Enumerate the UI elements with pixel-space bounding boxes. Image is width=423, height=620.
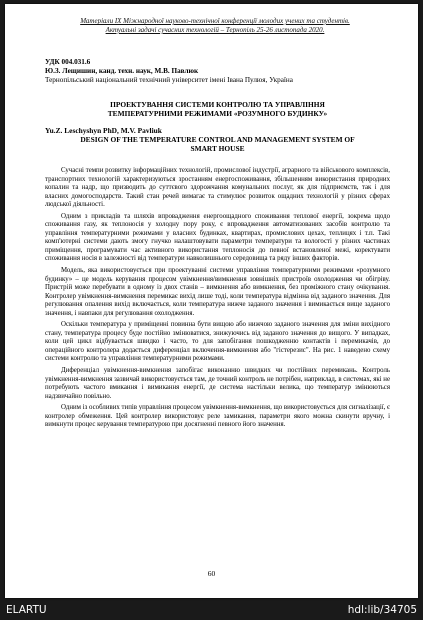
body-text [45,167,390,433]
english-block [45,126,390,153]
page-number: 60 [207,569,216,578]
paragraph: Оскільки температура у приміщенні повинна бути вищою або нижчою заданого значення для зміни вихідного стану, температура процесу буде постійно змінюватися, знижуючись від заданого значення до вищого. У випадках, коли цей цикл відбувається швидко і часто, то для запобігання пошкодженню контактів і перемикачів, до операційного контролера додається диференціал включення-вимкнення або "гістерезис". На рис. 1 наведено схему системи контролю та управління температурними режимами. [45,321,390,363]
viewer-footer [0,600,423,620]
udk-code: УДК 004.031.6 [45,58,91,66]
paragraph: Модель, яка використовується при проектуванні системи управління температурними режимами «розумного будинку» – це модель керування процесом увімкнення/вимкнення зовнішніх пристроїв охолодження чи обігріву. Пристрій може перебувати в одному із двох станів – вимкнення або вимкнення, без проміжного стану очікування. Контролер увімкнення-вимкнення перемикає вихід лише тоді, коли температура відмінна від заданого значення. Для регулювання опалення вихід включається, коли температура нижче заданого значення і вимикається вище заданого значення, і навпаки для регулювання охолодження. [45,267,390,317]
running-head-line-2: Актуальні задачі сучасних технологій – Тернопіль 25-26 листопада 2020. [105,26,325,34]
article-meta [45,58,390,85]
authors-ua: Ю.З. Лещишин, канд. техн. наук, М.В. Павлюк [45,67,199,75]
authors-en: Yu.Z. Leschyshyn PhD, M.V. Pavliuk [45,126,162,135]
paragraph: Сучасні темпи розвитку інформаційних технологій, промислової індустрії, аграрного та військового комплексів, транспортних технологій характеризуються зростанням енергоспоживання, збільшенням використання природних копалин та надр, що призводить до суттєвого здорожчання комунальних послуг, як для підприємств, так і для власних домогосподарств. Такий стан речей вимагає та стимулює розвиток ощадних технологій у різних сферах людської діяльності. [45,167,390,208]
paragraph: Диференціал увімкнення-вимкнення запобігає виконанню швидких чи постійних перемикань. Контроль увімкнення-вимкнення зазвичай використовується там, де точний контроль не потрібен, наприклад, в системах, які не потребують частого вмикання і вимикання енергії, де система настільки велика, що температур змінюються надзвичайно повільно. [45,367,390,400]
paragraph: Одним з прикладів та шляхів впровадження енергоощадного споживання теплової енергії, зокрема щодо споживання газу, як теплоносія у холодну пору року, є впровадження автоматизованих засобів контролю та управління температурними режимами у власних будинках, квартирах, промислових цехах, теплицях і т.п. Такі комп'ютерні системи дають змогу гнучко налаштовувати параметри температури та вологості у різних частинах приміщення, програмувати час активного використання теплоносія до певної встановленої межі, коректувати споживання носія в залежності від температури навколишнього середовища та ряду інших факторів. [45,212,390,263]
paragraph: Одним із особливих типів управління процесом увімкнення-вимкнення, що використовується для сигналізації, є контролер обмеження. Цей контролер використовує реле замикання, параметри якого можна скинути вручну, і вимкнути процес керування температурою при досягненні певного його значення. [45,404,390,429]
document-page [5,4,418,598]
affiliation: Тернопільський національний технічний університет імені Івана Пулюя, Україна [45,76,293,84]
title-en-line-1: DESIGN OF THE TEMPERATURE CONTROL AND MANAGEMENT SYSTEM OF [80,135,355,144]
title-en-line-2: SMART HOUSE [190,144,245,153]
running-head [45,17,385,35]
title-ua-line-2: ТЕМПЕРАТУРНИМИ РЕЖИМАМИ «РОЗУМНОГО БУДИНКУ» [107,109,328,118]
repository-label: ELARTU [6,604,47,616]
running-head-line-1: Матеріали IX Міжнародної науково-технічної конференції молодих учених та студентів. [80,17,350,25]
handle-label: hdl:lib/34705 [347,604,417,616]
title-ua [45,100,390,118]
title-ua-line-1: ПРОЕКТУВАННЯ СИСТЕМИ КОНТРОЛЮ ТА УПРАВЛІННЯ [110,100,325,109]
